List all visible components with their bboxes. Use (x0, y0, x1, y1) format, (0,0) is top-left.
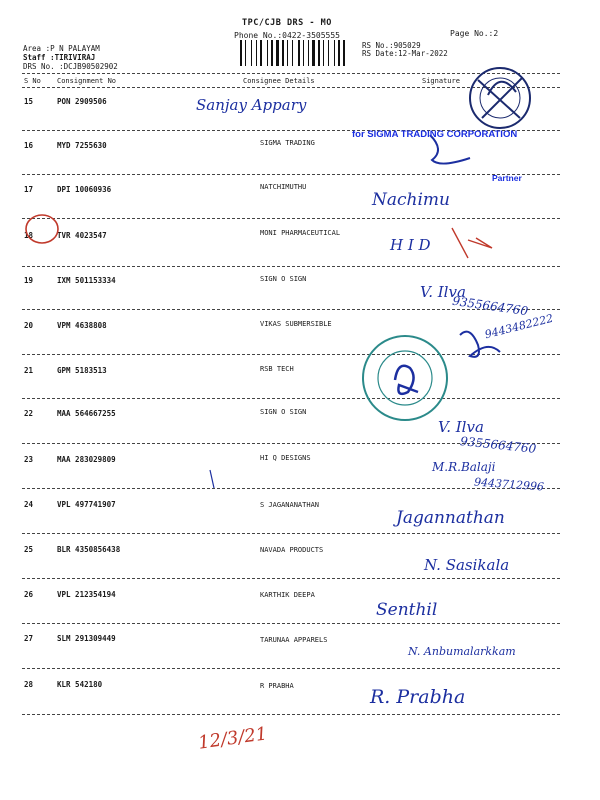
signature-r24: Jagannathan (396, 508, 505, 528)
row-consignee: MONI PHARMACEUTICAL (260, 229, 341, 237)
signature-r19-name: V. Ilva (420, 283, 466, 301)
row-consignment-no: GPM 5183513 (57, 366, 107, 375)
row-sno: 16 (24, 141, 34, 150)
signature-r17: Nachimu (372, 190, 450, 210)
row-sno: 20 (24, 321, 34, 330)
signature-r23-phone: 9443712996 (473, 475, 545, 494)
signature-r22-name: V. Ilva (438, 418, 484, 436)
row-consignee: S JAGANANATHAN (260, 501, 320, 509)
row-sno: 17 (24, 185, 34, 194)
company-stamp-role: Partner (492, 173, 522, 183)
red-circle-mark (26, 215, 58, 243)
rsb-tech-seal (363, 336, 447, 420)
row-consignment-no: MAA 564667255 (57, 409, 116, 418)
handwritten-date: 12/3/21 (196, 723, 269, 754)
row-consignee: KARTHIK DEEPA (260, 591, 315, 599)
row-consignee: NATCHIMUTHU (260, 183, 307, 191)
drs-number: DRS No. :DCJB90502902 (23, 62, 118, 71)
signature-r26: Senthil (376, 600, 438, 620)
column-sno: S No (24, 77, 41, 85)
signature-r19-phone: 9355664760 (451, 293, 529, 319)
signature-r23-name: M.R.Balaji (432, 460, 496, 474)
row-consignment-no: DPI 10060936 (57, 185, 112, 194)
row-consignment-no: MYD 7255630 (57, 141, 107, 150)
staff-label: Staff :TIRIVIRAJ (23, 53, 96, 62)
row-sno: 19 (24, 276, 34, 285)
row-sno: 23 (24, 455, 34, 464)
red-tick-mark (452, 228, 492, 258)
signature-r20-phone: 9443482222 (483, 311, 555, 342)
phone-number: Phone No.:0422-3505555 (234, 31, 340, 40)
row-sno: 26 (24, 590, 34, 599)
row-consignee: SIGMA TRADING (260, 139, 315, 147)
row-sno: 15 (24, 97, 34, 106)
sheet-title: TPC/CJB DRS - MO (242, 18, 332, 28)
row-sno: 21 (24, 366, 34, 375)
row-sno: 22 (24, 409, 34, 418)
row-sno: 27 (24, 634, 34, 643)
row-consignment-no: KLR 542180 (57, 680, 103, 689)
signature-r25: N. Sasikala (424, 556, 510, 574)
row-sno: 18 (24, 231, 34, 240)
company-stamp-text: for SIGMA TRADING CORPORATION (352, 129, 518, 140)
column-consignee: Consignee Details (243, 77, 315, 85)
row-consignment-no: BLR 4350856438 (57, 545, 121, 554)
row-sno: 24 (24, 500, 34, 509)
row-consignee: SIGN O SIGN (260, 275, 307, 283)
row-consignee: NAVADA PRODUCTS (260, 546, 324, 554)
row-consignee: SIGN O SIGN (260, 408, 307, 416)
row-consignment-no: VPL 497741907 (57, 500, 116, 509)
rs-date: RS Date:12-Mar-2022 (362, 49, 448, 58)
area-label: Area :P N PALAYAM (23, 44, 100, 53)
signature-r18: H I D (390, 236, 431, 254)
signature-r27: N. Anbumalarkkam (408, 645, 516, 658)
row-consignment-no: SLM 291309449 (57, 634, 116, 643)
row-consignment-no: VPL 212354194 (57, 590, 116, 599)
signature-r15: Sanjay Appary (196, 96, 307, 114)
column-signature: Signature (422, 77, 460, 85)
rs-number: RS No.:905029 (362, 41, 421, 50)
row-sno: 25 (24, 545, 34, 554)
row-consignment-no: PON 2909506 (57, 97, 107, 106)
row-consignment-no: TVR 4023547 (57, 231, 107, 240)
signature-r28: R. Prabha (370, 686, 466, 708)
row-consignee: VIKAS SUBMERSIBLE (260, 320, 332, 328)
row-sno: 28 (24, 680, 34, 689)
row-consignee: HI Q DESIGNS (260, 454, 311, 462)
row-consignment-no: IXM 501153334 (57, 276, 116, 285)
row-consignee: TARUNAA APPARELS (260, 636, 328, 644)
signature-r22-phone: 9355664760 (459, 434, 537, 456)
column-consignment-no: Consignment No (57, 77, 117, 85)
page-number: Page No.:2 (450, 29, 499, 38)
row-consignee: RSB TECH (260, 365, 294, 373)
row-consignee: R PRABHA (260, 682, 294, 690)
round-company-seal (470, 68, 530, 128)
row-consignment-no: MAA 283029809 (57, 455, 116, 464)
row-consignment-no: VPM 4638808 (57, 321, 107, 330)
